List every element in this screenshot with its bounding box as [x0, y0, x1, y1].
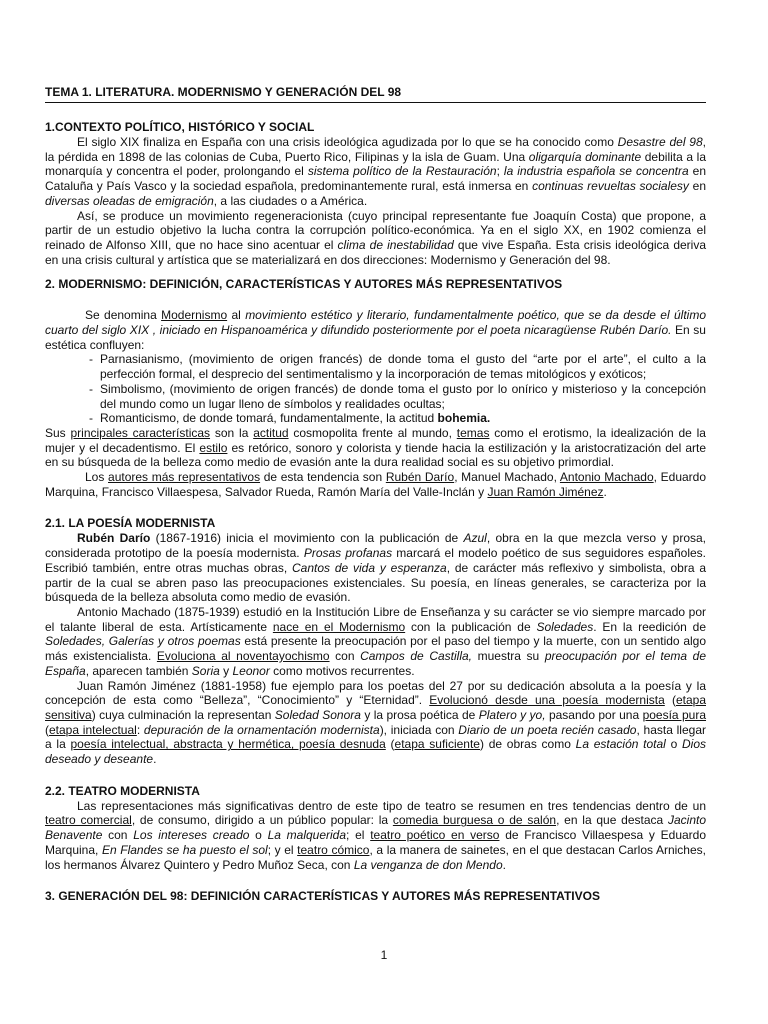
- section-1-paragraph-1: El siglo XIX finaliza en España con una crisis ideológica agudizada por lo que se ha conocido como Desastre del 98, la pérdida en 1898 de las colonias de Cuba, Puerto Rico, Filipinas y la isla de Guam. Una oligarquía dominante debilita a la monarquía y concentra el poder, prolongando el sistema político de la Restauración; la industria española se concentra en Cataluña y País Vasco y la sociedad española, predominantemente rural, está inmersa en continuas revueltas socialesy en diversas oleadas de emigración, a las ciudades o a América.: [45, 135, 707, 208]
- section-2-paragraph-2: Sus principales características son la actitud cosmopolita frente al mundo, temas como el erotismo, la idealización de la mujer y el decadentismo. El estilo es retórico, sonoro y colorista y tiende hacia la estilización y la aristocratización del arte en su búsqueda de la belleza como medio de evasión ante la dura realidad social es su objetivo primordial.: [45, 425, 706, 470]
- list-item: - Simbolismo, (movimiento de origen francés) de donde toma el gusto por lo onírico y misterioso y la concepción del mundo como un lugar lleno de símbolos y realidades ocultas;: [100, 382, 706, 411]
- document-title: TEMA 1. LITERATURA. MODERNISMO Y GENERACIÓN DEL 98: [45, 84, 706, 103]
- section-2-1-paragraph-3: Juan Ramón Jiménez (1881-1958) fue ejemplo para los poetas del 27 por su dedicación absoluta a la poesía y la concepción de esta como “Belleza”, “Conocimiento” y “Eternidad”. Evolucionó desde una poesía modernista (etapa sensitiva) cuya culminación la representan Soledad Sonora y la prosa poética de Platero y yo, pasando por una poesía pura (etapa intelectual: depuración de la ornamentación modernista), iniciada con Diario de un poeta recién casado, hasta llegar a la poesía intelectual, abstracta y hermética, poesía desnuda (etapa suficiente) de obras como La estación total o Dios deseado y deseante.: [45, 678, 707, 767]
- list-item: - Romanticismo, de donde tomará, fundamentalmente, la actitud bohemia.: [100, 411, 706, 426]
- section-2-paragraph-3: Los autores más representativos de esta tendencia son Rubén Darío, Manuel Machado, Antonio Machado, Eduardo Marquina, Francisco Villaespesa, Salvador Rueda, Ramón María del Valle-Inclán y Juan Ramón Jiménez.: [45, 470, 707, 499]
- section-2-heading: 2. MODERNISMO: DEFINICIÓN, CARACTERÍSTICAS Y AUTORES MÁS REPRESENTATIVOS: [45, 277, 563, 292]
- page-number: 1: [380, 948, 388, 962]
- document-page: [45, 84, 706, 904]
- section-3-heading: 3. GENERACIÓN DEL 98: DEFINICIÓN CARACTERÍSTICAS Y AUTORES MÁS REPRESENTATIVOS: [45, 889, 600, 904]
- section-2-1-paragraph-1: Rubén Darío (1867-1916) inicia el movimiento con la publicación de Azul, obra en la que mezcla verso y prosa, considerada prototipo de la poesía modernista. Prosas profanas marcará el modelo poético de sus seguidores españoles. Escribió también, entre otras muchas obras, Cantos de vida y esperanza, de carácter más reflexivo y simbolista, obra a partir de la cual se abren paso las preocupaciones existenciales. Su poesía, en líneas generales, se caracteriza por la búsqueda de la belleza absoluta como medio de evasión.: [45, 531, 707, 605]
- section-2-2-heading: 2.2. TEATRO MODERNISTA: [45, 783, 200, 798]
- section-1-heading: 1.CONTEXTO POLÍTICO, HISTÓRICO Y SOCIAL: [45, 120, 315, 134]
- influences-list: [45, 352, 706, 426]
- section-2-1-heading: 2.1. LA POESÍA MODERNISTA: [45, 516, 216, 531]
- section-2-paragraph-1: Se denomina Modernismo al movimiento estético y literario, fundamentalmente poético, que se da desde el último cuarto del siglo XIX , iniciado en Hispanoamérica y difundido posteriormente por el poeta nicaragüense Rubén Darío. En su estética confluyen:: [45, 308, 706, 352]
- section-2-2-paragraph-1: Las representaciones más significativas dentro de este tipo de teatro se resumen en tres tendencias dentro de un teatro comercial, de consumo, dirigido a un público popular: la comedia burguesa o de salón, en la que destaca Jacinto Benavente con Los intereses creado o La malquerida; el teatro poético en verso de Francisco Villaespesa y Eduardo Marquina, En Flandes se ha puesto el sol; y el teatro cómico, a la manera de sainetes, en el que destacan Carlos Arniches, los hermanos Álvarez Quintero y Pedro Muñoz Seca, con La venganza de don Mendo.: [45, 798, 707, 872]
- list-item: - Parnasianismo, (movimiento de origen francés) de donde toma el gusto del “arte por el arte”, el culto a la perfección formal, el desprecio del sentimentalismo y la incorporación de temas mitológicos y exóticos;: [100, 352, 706, 381]
- section-2-1-paragraph-2: Antonio Machado (1875-1939) estudió en la Institución Libre de Enseñanza y su carácter se vio siempre marcado por el talante liberal de esta. Artísticamente nace en el Modernismo con la publicación de Soledades. En la reedición de Soledades, Galerías y otros poemas está presente la preocupación por el paso del tiempo y la muerte, con un sentido algo más existencialista. Evoluciona al noventayochismo con Campos de Castilla, muestra su preocupación por el tema de España, aparecen también Soria y Leonor como motivos recurrentes.: [45, 604, 707, 678]
- section-1-paragraph-2: Así, se produce un movimiento regeneracionista (cuyo principal representante fue Joaquín Costa) que propone, a partir de un estudio objetivo la lucha contra la corrupción político-económica. Ya en el siglo XX, en 1902 comienza el reinado de Alfonso XIII, que no hace sino acentuar el clima de inestabilidad que vive España. Esta crisis ideológica deriva en una crisis cultural y artística que se materializará en dos direcciones: Modernismo y Generación del 98.: [45, 208, 707, 267]
